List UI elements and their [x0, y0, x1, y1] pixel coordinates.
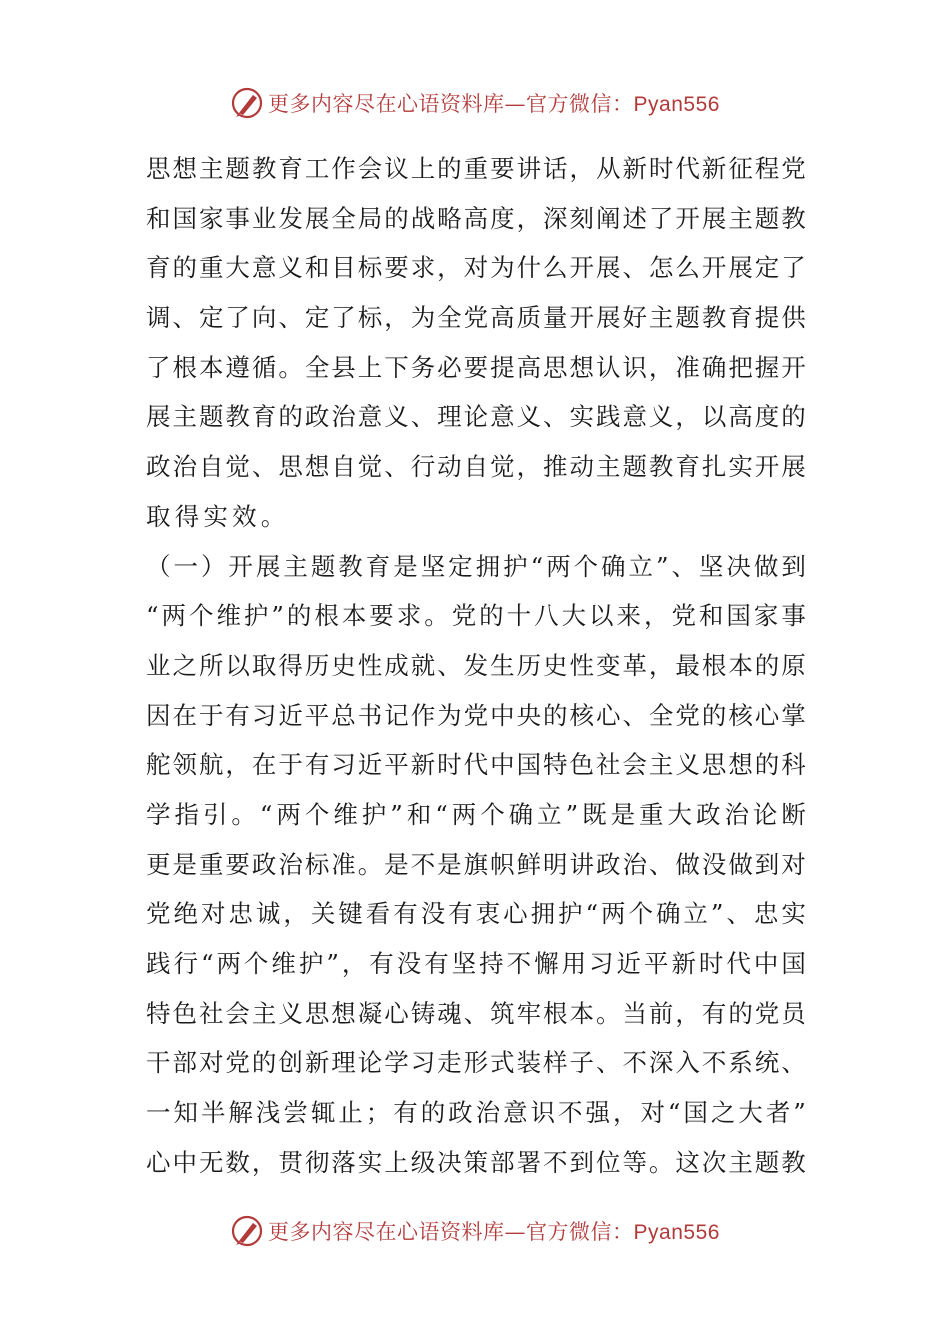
text-line: 特 色 社 会 主 义 思 想 凝 心 铸 魂 、 筑 牢 根 本 。 当 前 ， 有 的 党 员	[146, 998, 806, 1028]
text-line: “ 两 个 维 护 ” 的 根 本 要 求 。 党 的 十 八 大 以 来 ， 党 和 国 家 事	[146, 601, 806, 631]
banner-prefix: 更多内容尽在心语资料库—官方微信：	[268, 92, 634, 116]
text-line: 更 是 重 要 政 治 标 准 。 是 不 是 旗 帜 鲜 明 讲 政 治 、 做 没 做 到 对	[146, 849, 806, 879]
text-line: 了 根 本 遵 循 。 全 县 上 下 务 必 要 提 高 思 想 认 识 ， 准 确 把 握 开	[146, 352, 806, 382]
text-line: 育 的 重 大 意 义 和 目 标 要 求 ， 对 为 什 么 开 展 、 怎 么 开 展 定 了	[146, 253, 806, 283]
text-line: 践 行 “ 两 个 维 护 ” ， 有 没 有 坚 持 不 懈 用 习 近 平 新 时 代 中 国	[146, 949, 806, 978]
text-line: 舵 领 航 ， 在 于 有 习 近 平 新 时 代 中 国 特 色 社 会 主 义 思 想 的 科	[146, 750, 806, 780]
text-line: 取得实效。	[146, 501, 290, 531]
text-line: 政 治 自 觉 、 思 想 自 觉 、 行 动 自 觉 ， 推 动 主 题 教 育 扎 实 开 展	[146, 452, 806, 482]
banner-prefix: 更多内容尽在心语资料库—官方微信：	[268, 1220, 634, 1244]
footer-banner	[0, 1211, 950, 1251]
text-line: 一 知 半 解 浅 尝 辄 止 ； 有 的 政 治 意 识 不 强 ， 对 “ 国 之 大 者 ”	[146, 1098, 806, 1128]
document-body	[146, 144, 806, 1187]
footer-banner-text	[268, 1216, 720, 1246]
text-line: 思 想 主 题 教 育 工 作 会 议 上 的 重 要 讲 话 ， 从 新 时 代 新 征 程 党	[146, 154, 806, 183]
text-line: （ 一 ） 开 展 主 题 教 育 是 坚 定 拥 护 “ 两 个 确 立 ” 、 坚 决 做 到	[146, 551, 806, 581]
banner-wechat-id: Pyan556	[633, 1221, 720, 1244]
pen-logo-icon	[230, 1214, 264, 1248]
text-line: 心 中 无 数 ， 贯 彻 落 实 上 级 决 策 部 署 不 到 位 等 。 这 次 主 题 教	[146, 1147, 806, 1177]
pen-logo-icon	[230, 86, 264, 120]
text-line: 调 、 定 了 向 、 定 了 标 ， 为 全 党 高 质 量 开 展 好 主 题 教 育 提 供	[146, 303, 806, 333]
text-line: 因 在 于 有 习 近 平 总 书 记 作 为 党 中 央 的 核 心 、 全 党 的 核 心 掌	[146, 700, 806, 730]
text-line: 和 国 家 事 业 发 展 全 局 的 战 略 高 度 ， 深 刻 阐 述 了 开 展 主 题 教	[146, 203, 806, 233]
header-banner	[0, 83, 950, 123]
text-line: 干 部 对 党 的 创 新 理 论 学 习 走 形 式 装 样 子 、 不 深 入 不 系 统 、	[146, 1048, 806, 1078]
text-line: 学 指 引 。 “ 两 个 维 护 ” 和 “ 两 个 确 立 ” 既 是 重 大 政 治 论 断	[146, 799, 806, 829]
header-banner-text	[268, 88, 720, 118]
banner-wechat-id: Pyan556	[633, 93, 720, 116]
text-line: 党 绝 对 忠 诚 ， 关 键 看 有 没 有 衷 心 拥 护 “ 两 个 确 立 ” 、 忠 实	[146, 899, 806, 929]
text-line: 业 之 所 以 取 得 历 史 性 成 就 、 发 生 历 史 性 变 革 ， 最 根 本 的 原	[146, 650, 806, 680]
text-line: 展 主 题 教 育 的 政 治 意 义 、 理 论 意 义 、 实 践 意 义 ， 以 高 度 的	[146, 402, 806, 432]
